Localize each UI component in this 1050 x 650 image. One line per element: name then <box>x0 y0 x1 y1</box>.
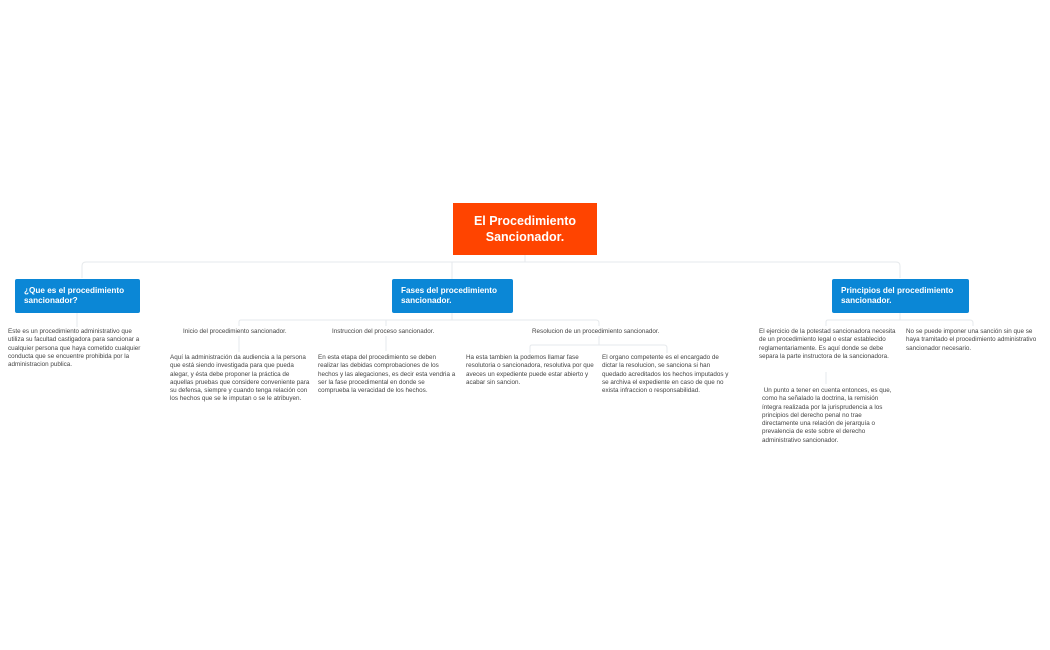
subtopic-instruccion[interactable]: Instruccion del proceso sancionador. <box>332 328 435 335</box>
resolucion-text-1: Ha esta tambien la podemos llamar fase resolutoria o sancionadora, resolutiva por que aveces un expediente puede estar abierto y acabar sin sancion. <box>466 354 594 386</box>
principios-text-1: El ejercicio de la potestad sancionadora necesita de un procedimiento legal o estar establecido reglamentariamente. Es aquí donde se debe separa la parte instructora de la sancionadora. <box>759 328 896 360</box>
topic-que-es[interactable] <box>15 279 140 313</box>
resolucion-text-2: El organo competente es el encargado de dictar la resolucion, se sanciona si han quedado acreditados los hechos imputados y se archiva el expediente en caso de que no exista infraccion o responsabilidad. <box>602 354 729 395</box>
inicio-text: Aquí la administración da audiencia a la persona que está siendo investigada para que pueda alegar, y ésta debe proponer la práctica de aquellas pruebas que considere conveniente para su defensa, siempre y cuando tenga relación con los hechos que se le imputan o se le atribuyen. <box>170 354 310 403</box>
subtopic-inicio[interactable]: Inicio del procedimiento sancionador. <box>183 328 287 335</box>
principios-text-2: Un punto a tener en cuenta entonces, es que, como ha señalado la doctrina, la remisión íntegra realizada por la jurisprudencia a los principios del derecho penal no trae directamente una relación de jerarquía o prevalencia de este sobre el derecho administrativo sancionador. <box>762 387 894 444</box>
que-es-text: Este es un procedimiento administrativo que utiliza su facultad castigadora para sancionar a cualquier persona que haya cometido cualquier conducta que se encuentre prohibida por la administracion publica. <box>8 328 141 369</box>
topic-que-es-label: ¿Que es el procedimiento sancionador? <box>24 285 125 305</box>
topic-principios[interactable] <box>832 279 969 313</box>
topic-fases-label: Fases del procedimiento sancionador. <box>401 285 498 305</box>
principios-text-3: No se puede imponer una sanción sin que se haya tramitado el procedimiento administrativo sancionador necesario. <box>906 328 1037 352</box>
central-topic[interactable] <box>453 203 597 255</box>
topic-fases[interactable] <box>392 279 513 313</box>
central-topic-label: El Procedimiento Sancionador. <box>473 214 577 244</box>
subtopic-resolucion[interactable]: Resolucion de un procedimiento sancionador. <box>532 328 660 335</box>
topic-principios-label: Principios del procedimiento sancionador. <box>841 285 954 305</box>
instruccion-text: En esta etapa del procedimiento se deben realizar las debidas comprobaciones de los hechos y las alegaciones, es decir esta vendria a ser la fase procedimental en donde se comprueba la veracidad de los hechos. <box>318 354 456 395</box>
